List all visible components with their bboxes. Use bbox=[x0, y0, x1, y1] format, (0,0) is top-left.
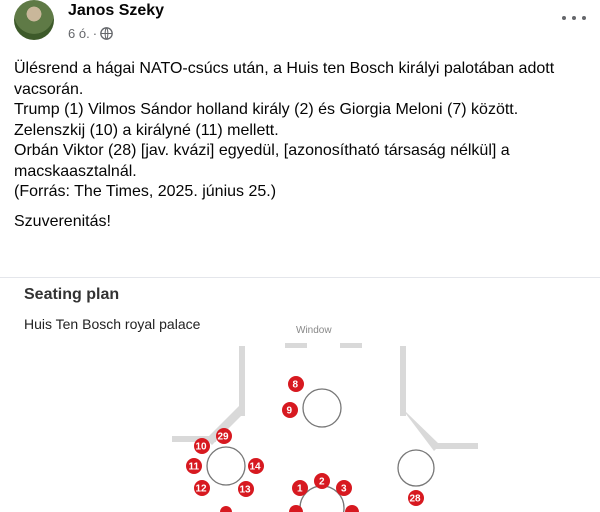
post-meta: 6 ó. · bbox=[68, 26, 113, 41]
post-paragraph: Trump (1) Vilmos Sándor holland király (2) és Giorgia Meloni (7) között. bbox=[14, 101, 519, 118]
more-options-icon[interactable] bbox=[562, 10, 586, 26]
svg-text:1: 1 bbox=[297, 483, 303, 495]
seat-2[interactable] bbox=[314, 473, 330, 489]
post-header bbox=[0, 0, 600, 50]
svg-text:2: 2 bbox=[319, 476, 325, 488]
image-title: Seating plan bbox=[24, 286, 120, 303]
post-paragraph: Ülésrend a hágai NATO-csúcs után, a Huis ten Bosch királyi palotában adott vacsorán. bbox=[14, 60, 555, 98]
svg-text:14: 14 bbox=[249, 461, 261, 473]
seat-8[interactable] bbox=[288, 376, 304, 392]
svg-text:28: 28 bbox=[409, 493, 421, 505]
post-paragraph: Orbán Viktor (28) [jav. kvázi] egyedül, [azonosítható társaság nélkül] a macskaasztalnál. bbox=[14, 142, 510, 180]
seat-28[interactable] bbox=[408, 490, 424, 506]
seat-10[interactable] bbox=[194, 438, 210, 454]
seating-plan-drawing bbox=[0, 278, 600, 512]
svg-text:10: 10 bbox=[195, 441, 207, 453]
seat-3[interactable] bbox=[336, 480, 352, 496]
post-closing: Szuverenitás! bbox=[14, 212, 111, 230]
svg-text:13: 13 bbox=[239, 484, 251, 496]
globe-icon[interactable] bbox=[100, 27, 113, 40]
svg-text:12: 12 bbox=[195, 483, 207, 495]
seat-11[interactable] bbox=[186, 458, 202, 474]
seat-13[interactable] bbox=[238, 481, 254, 497]
post-image[interactable] bbox=[0, 277, 600, 512]
svg-text:29: 29 bbox=[217, 431, 229, 443]
svg-text:8: 8 bbox=[292, 379, 299, 391]
image-subtitle: Huis Ten Bosch royal palace bbox=[24, 316, 201, 332]
seat-9[interactable] bbox=[282, 402, 298, 418]
avatar[interactable] bbox=[14, 0, 54, 40]
seat-29[interactable] bbox=[216, 428, 232, 444]
window-marker bbox=[285, 343, 362, 348]
seat-12[interactable] bbox=[194, 480, 210, 496]
post-paragraph: Zelenszkij (10) a királyné (11) mellett. bbox=[14, 121, 279, 139]
svg-text:11: 11 bbox=[188, 461, 200, 473]
window-label: Window bbox=[296, 325, 332, 336]
seat-14[interactable] bbox=[248, 458, 264, 474]
svg-text:9: 9 bbox=[286, 405, 293, 417]
svg-text:3: 3 bbox=[341, 483, 347, 495]
post-paragraph: (Forrás: The Times, 2025. június 25.) bbox=[14, 183, 277, 200]
seat-1[interactable] bbox=[292, 480, 308, 496]
post-body bbox=[14, 59, 592, 232]
post-timestamp[interactable]: 6 ó. bbox=[68, 26, 90, 41]
author-name[interactable]: Janos Szeky bbox=[68, 2, 165, 19]
